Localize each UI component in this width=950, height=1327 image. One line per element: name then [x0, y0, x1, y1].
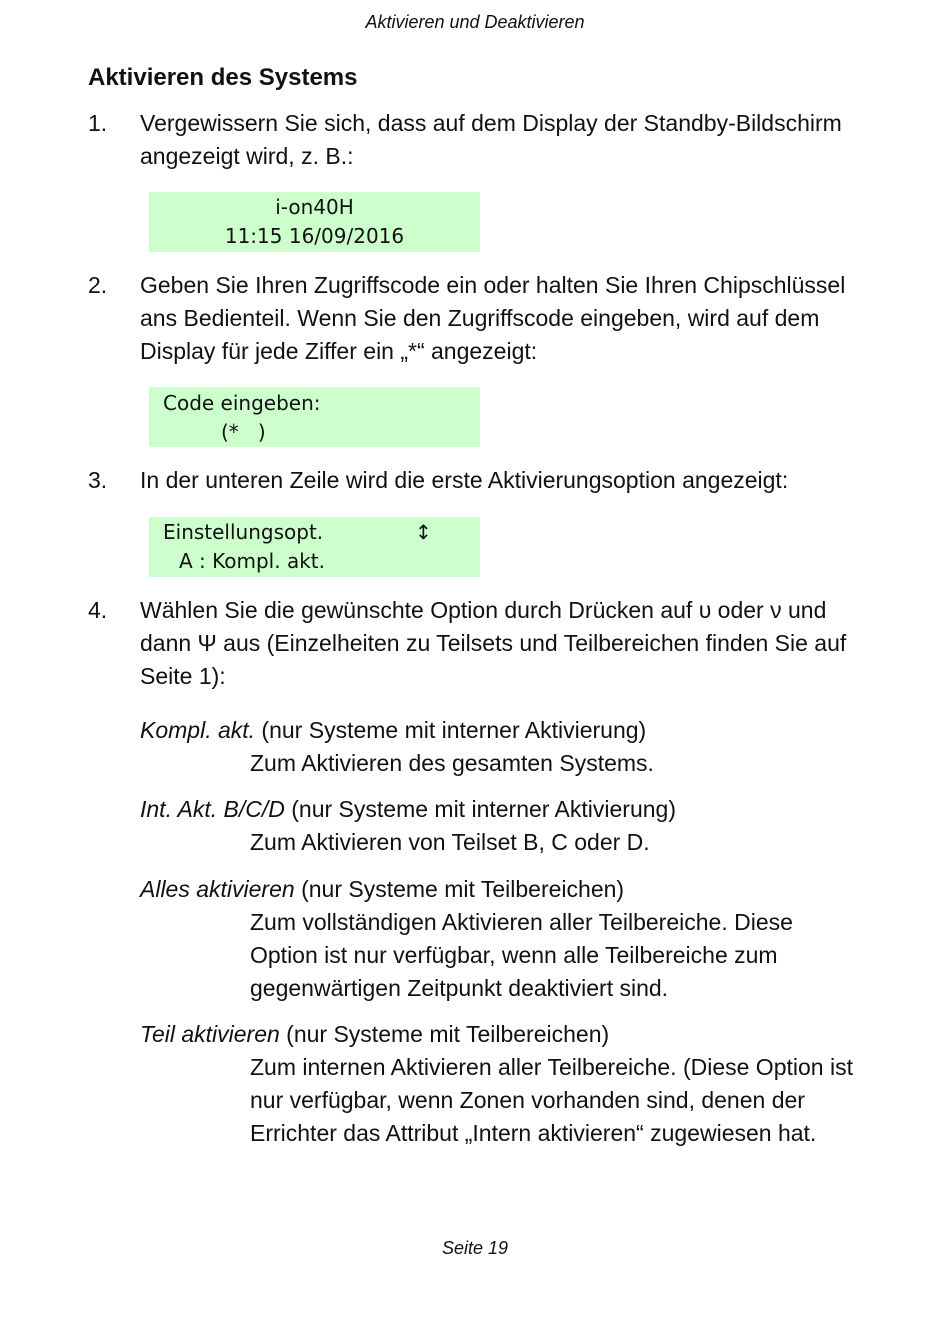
step-number: 3.: [88, 467, 108, 493]
page-number: Seite 19: [441, 1238, 509, 1258]
step-number: 1.: [88, 110, 108, 136]
lcd-line-2: 11:15 16/09/2016: [224, 224, 405, 248]
option-teil-aktivieren: [140, 1018, 860, 1150]
lcd-option-display: [149, 517, 480, 577]
step-text: Geben Sie Ihren Zugriffscode ein oder halten Sie Ihren Chipschlüssel ans Bedienteil. Wenn Sie den Zugriffscode eingeben, wird auf dem Display für jede Ziffer ein „*“ angezeigt:: [140, 272, 846, 364]
option-title: [140, 1018, 860, 1051]
up-down-arrow-icon: ↕: [415, 520, 432, 544]
section-title: Aktivieren des Systems: [88, 64, 358, 91]
option-title: [140, 714, 860, 747]
step-text: Vergewissern Sie sich, dass auf dem Display der Standby-Bildschirm angezeigt wird, z. B.:: [140, 110, 842, 169]
lcd-line-1: [149, 518, 480, 547]
option-name: Alles aktivieren: [140, 876, 295, 902]
step-text: Wählen Sie die gewünschte Option durch Drücken auf υ oder ν und dann Ψ aus (Einzelheiten zu Teilsets und Teilbereichen finden Sie auf Seite 1):: [140, 597, 847, 689]
option-description: Zum vollständigen Aktivieren aller Teilbereiche. Diese Option ist nur verfügbar, wenn alle Teilbereiche zum gegenwärtigen Zeitpunkt deaktiviert sind.: [250, 909, 793, 1001]
option-description: Zum Aktivieren von Teilset B, C oder D.: [250, 829, 650, 855]
lcd-option-value: A : Kompl. akt.: [179, 549, 325, 573]
option-title: [140, 873, 860, 906]
lcd-code-mask: (* ): [221, 420, 266, 444]
option-title: [140, 793, 860, 826]
lcd-code-prompt: Code eingeben:: [163, 391, 321, 415]
option-alles-aktivieren: [140, 873, 860, 1005]
lcd-standby-display: [149, 192, 480, 252]
option-qualifier: (nur Systeme mit Teilbereichen): [279, 1021, 610, 1047]
option-qualifier: (nur Systeme mit interner Aktivierung): [284, 796, 676, 822]
option-qualifier: (nur Systeme mit interner Aktivierung): [255, 717, 647, 743]
option-description: Zum internen Aktivieren aller Teilbereiche. (Diese Option ist nur verfügbar, wenn Zonen vorhanden sind, denen der Errichter das Attribut „Intern aktivieren“ zugewiesen hat.: [250, 1054, 853, 1146]
option-name: Kompl. akt.: [140, 717, 256, 743]
option-description: Zum Aktivieren des gesamten Systems.: [250, 750, 654, 776]
step-number: 2.: [88, 272, 108, 298]
option-name: Int. Akt. B/C/D: [140, 796, 285, 822]
step-number: 4.: [88, 597, 108, 623]
lcd-line-1: [149, 389, 480, 418]
lcd-line-2: [149, 547, 480, 576]
step-text: In der unteren Zeile wird die erste Aktivierungsoption angezeigt:: [140, 467, 789, 493]
lcd-option-heading: Einstellungsopt.: [163, 520, 324, 544]
lcd-code-display: [149, 387, 480, 447]
option-int-akt: [140, 793, 860, 859]
option-qualifier: (nur Systeme mit Teilbereichen): [294, 876, 625, 902]
lcd-line-1: i-on40H: [275, 195, 354, 219]
option-name: Teil aktivieren: [140, 1021, 280, 1047]
option-kompl-akt: [140, 714, 860, 780]
running-header: Aktivieren und Deaktivieren: [365, 12, 585, 32]
lcd-line-2: [149, 418, 480, 447]
